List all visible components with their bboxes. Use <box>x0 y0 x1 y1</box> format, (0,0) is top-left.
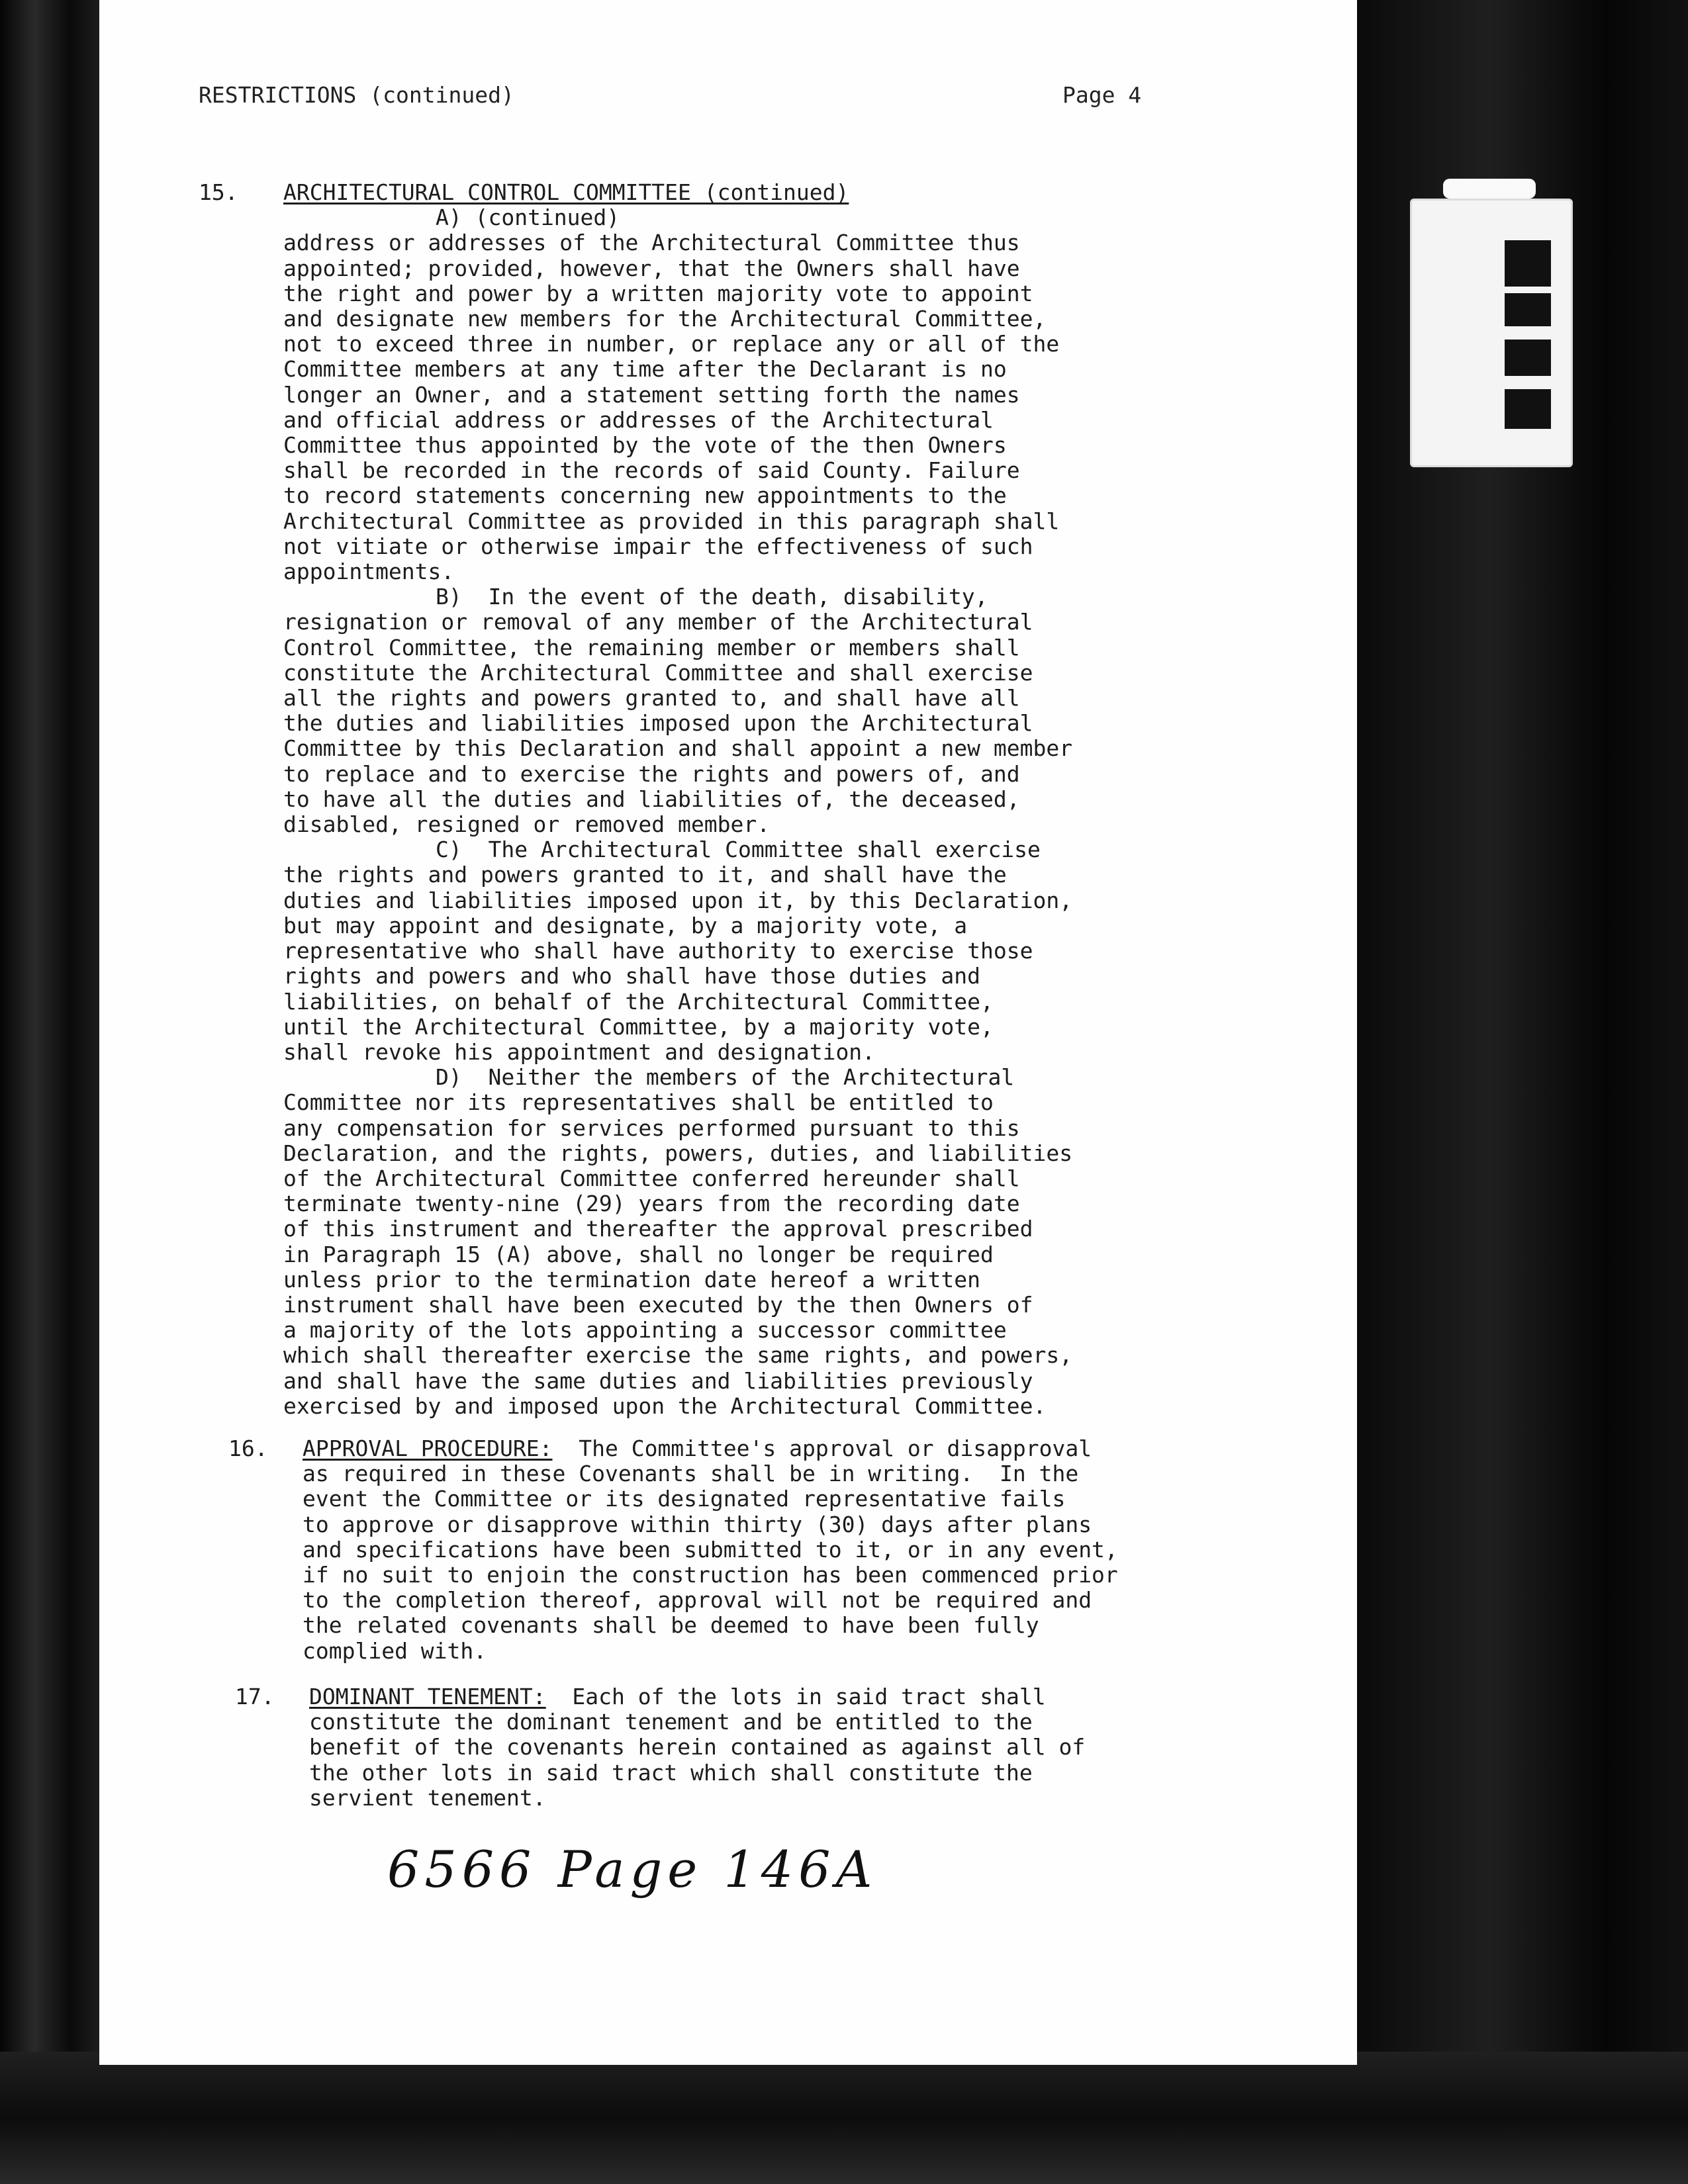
body-line: but may appoint and designate, by a majority vote, a <box>283 912 968 938</box>
body-line: and specifications have been submitted to it, or in any event, <box>303 1536 1118 1563</box>
subsection-d-body <box>283 1090 1271 1419</box>
subsection-b-body <box>283 610 1271 837</box>
body-line: not to exceed three in number, or replace any or all of the <box>283 331 1060 357</box>
section-17 <box>235 1684 1307 1811</box>
body-line: rights and powers and who shall have those duties and <box>283 963 980 989</box>
body-line: the other lots in said tract which shall constitute the <box>309 1759 1033 1786</box>
body-line: a majority of the lots appointing a successor committee <box>283 1317 1007 1343</box>
body-line: servient tenement. <box>309 1784 546 1811</box>
body-line: resignation or removal of any member of the Architectural <box>283 609 1033 635</box>
body-line: the related covenants shall be deemed to have been fully <box>303 1612 1039 1639</box>
body-line: to have all the duties and liabilities of, the deceased, <box>283 786 1020 812</box>
body-line: longer an Owner, and a statement setting forth the names <box>283 381 1020 408</box>
scan-edge-bottom <box>0 2052 1688 2184</box>
body-line: which shall thereafter exercise the same rights, and powers, <box>283 1342 1073 1369</box>
body-line: duties and liabilities imposed upon it, by this Declaration, <box>283 887 1073 913</box>
subsection-c-body <box>283 862 1271 1065</box>
subsection-a-label: A) (continued) <box>436 205 620 231</box>
body-line: all the rights and powers granted to, and shall have all <box>283 685 1020 711</box>
body-line: and shall have the same duties and liabilities previously <box>283 1367 1033 1394</box>
body-line: constitute the dominant tenement and be entitled to the <box>309 1709 1033 1735</box>
body-line: Committee members at any time after the Declarant is no <box>283 356 1007 383</box>
sticker-bar <box>1505 240 1551 287</box>
subsection-d-first-line: D) Neither the members of the Architectural <box>436 1064 1015 1091</box>
body-line: exercised by and imposed upon the Architectural Committee. <box>283 1392 1047 1419</box>
body-line: to record statements concerning new appointments to the <box>283 482 1007 509</box>
body-line: of the Architectural Committee conferred hereunder shall <box>283 1165 1020 1191</box>
running-title: RESTRICTIONS (continued) <box>199 82 514 108</box>
body-line: complied with. <box>303 1637 487 1664</box>
body-line: and official address or addresses of the Architectural <box>283 406 994 433</box>
body-line: Committee by this Declaration and shall appoint a new member <box>283 735 1073 762</box>
body-line: Architectural Committee as provided in this paragraph shall <box>283 508 1060 534</box>
body-line: until the Architectural Committee, by a majority vote, <box>283 1013 994 1040</box>
tab-strip <box>1443 179 1536 199</box>
handwritten-book-page-notation: 6566 Page 146A <box>387 1840 878 1899</box>
body-line: not vitiate or otherwise impair the effectiveness of such <box>283 533 1033 559</box>
sticker-bar <box>1505 293 1551 326</box>
body-line: and designate new members for the Architectural Committee, <box>283 306 1047 332</box>
section-16 <box>228 1436 1301 1664</box>
body-line: the rights and powers granted to it, and shall have the <box>283 862 1007 888</box>
body-line: appointments. <box>283 559 455 585</box>
body-line: benefit of the covenants herein contained as against all of <box>309 1734 1086 1760</box>
sticker-bar <box>1505 340 1551 376</box>
body-line: address or addresses of the Architectural Committee thus <box>283 230 1020 256</box>
body-line: to approve or disapprove within thirty (30) days after plans <box>303 1511 1092 1537</box>
body-line: constitute the Architectural Committee and shall exercise <box>283 659 1033 686</box>
body-line: of this instrument and thereafter the approval prescribed <box>283 1216 1033 1242</box>
body-line: Control Committee, the remaining member or members shall <box>283 634 1020 660</box>
sticker-bar <box>1505 389 1551 429</box>
scan-edge-left <box>0 0 99 2184</box>
body-line: Committee thus appointed by the vote of the then Owners <box>283 432 1007 459</box>
subsection-a-body <box>283 230 1271 584</box>
body-line: liabilities, on behalf of the Architectural Committee, <box>283 988 994 1015</box>
body-line: as required in these Covenants shall be in writing. In the <box>303 1461 1079 1487</box>
subsection-c-first-line: C) The Architectural Committee shall exercise <box>436 837 1041 863</box>
section-15 <box>199 180 1271 1419</box>
body-line: unless prior to the termination date hereof a written <box>283 1266 980 1293</box>
body-line: the right and power by a written majority vote to appoint <box>283 280 1033 306</box>
file-tab-sticker <box>1410 199 1573 467</box>
section-heading: APPROVAL PROCEDURE: <box>303 1435 553 1461</box>
subsection-b-first-line: B) In the event of the death, disability, <box>436 584 988 610</box>
body-line: any compensation for services performed pursuant to this <box>283 1115 1020 1141</box>
body-line: Declaration, and the rights, powers, duties, and liabilities <box>283 1140 1073 1166</box>
body-line: the duties and liabilities imposed upon the Architectural <box>283 710 1033 737</box>
section-16-body <box>303 1461 1301 1664</box>
section-17-body <box>309 1709 1307 1811</box>
section-heading: DOMINANT TENEMENT: <box>309 1684 546 1709</box>
body-line: instrument shall have been executed by the then Owners of <box>283 1291 1033 1318</box>
body-line: Committee nor its representatives shall be entitled to <box>283 1089 994 1116</box>
body-line: disabled, resigned or removed member. <box>283 811 771 838</box>
section-number: 16. <box>228 1435 268 1461</box>
body-line: appointed; provided, however, that the Owners shall have <box>283 255 1020 281</box>
body-line: if no suit to enjoin the construction has been commenced prior <box>303 1562 1118 1588</box>
section-number: 17. <box>235 1684 275 1709</box>
section-first-line: The Committee's approval or disapproval <box>552 1435 1092 1461</box>
body-line: shall revoke his appointment and designation. <box>283 1038 876 1065</box>
body-line: to replace and to exercise the rights and powers of, and <box>283 760 1020 787</box>
body-line: shall be recorded in the records of said County. Failure <box>283 457 1020 484</box>
section-number: 15. <box>199 179 238 205</box>
body-line: representative who shall have authority to exercise those <box>283 938 1033 964</box>
body-line: to the completion thereof, approval will not be required and <box>303 1587 1092 1614</box>
page-number: Page 4 <box>1062 82 1142 108</box>
section-first-line: Each of the lots in said tract shall <box>545 1684 1046 1709</box>
body-line: terminate twenty-nine (29) years from the recording date <box>283 1191 1020 1217</box>
body-line: event the Committee or its designated representative fails <box>303 1486 1066 1512</box>
body-line: in Paragraph 15 (A) above, shall no longer be required <box>283 1241 994 1267</box>
section-heading: ARCHITECTURAL CONTROL COMMITTEE (continued) <box>283 179 849 205</box>
